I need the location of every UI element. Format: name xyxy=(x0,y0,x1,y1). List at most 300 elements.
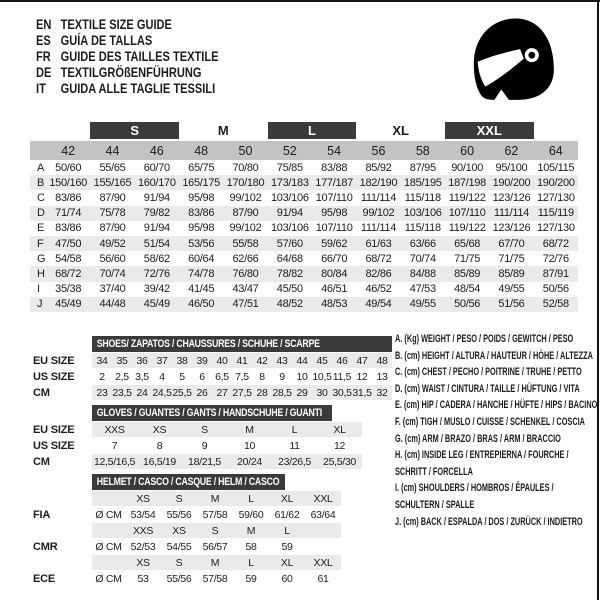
measure-cell: 45/49 xyxy=(46,297,90,312)
helmet-sizes-row-fia xyxy=(33,491,341,506)
measure-cell: 70/74 xyxy=(90,266,134,281)
language-row-fr xyxy=(36,49,218,65)
measure-cell: 59/62 xyxy=(312,236,356,251)
measure-cell: 83/88 xyxy=(321,161,348,174)
size-cell: 4 xyxy=(159,370,165,383)
table-row xyxy=(33,454,362,469)
legend-item-e xyxy=(395,397,598,414)
measure-cell: 57/60 xyxy=(268,236,312,251)
measure-cell: 119/122 xyxy=(448,191,486,204)
measure-cell: 70/80 xyxy=(232,161,259,174)
language-code: IT xyxy=(36,81,46,96)
measure-cell: 150/160 xyxy=(46,175,90,190)
size-cell: 20/24 xyxy=(227,454,272,469)
legend-item-h xyxy=(395,447,592,480)
measure-cell: 90/100 xyxy=(451,161,484,174)
helmet-size-cell: 58 xyxy=(245,540,257,553)
measure-cell: 78/82 xyxy=(268,266,312,281)
size-cell: 27,5 xyxy=(232,386,252,399)
measure-cell: 75/85 xyxy=(276,161,303,174)
helmet-size-label: S xyxy=(161,555,197,570)
unit-label: Ø CM xyxy=(95,540,122,553)
size-cell: 48 xyxy=(372,353,392,368)
size-cell: 13 xyxy=(376,370,388,383)
measure-cell: 71/75 xyxy=(498,252,525,265)
legend-line: J. (cm) BACK / ESPALDA / DOS / ZURÜCK / INDIETRO xyxy=(395,515,583,528)
measure-cell: 190/200 xyxy=(534,175,578,190)
size-cell: 10 xyxy=(296,370,308,383)
measure-cell: 87/90 xyxy=(223,206,267,221)
gloves-table-header xyxy=(33,405,362,421)
measure-cell: 95/100 xyxy=(495,161,528,174)
measure-row-i xyxy=(30,282,578,297)
size-cell: 24,5 xyxy=(152,386,172,399)
legend-line: H. (cm) INSIDE LEG / ENTREPIERNA / FOURCHE / xyxy=(395,449,569,462)
measure-row-d xyxy=(30,206,578,221)
racing-helmet-icon xyxy=(466,14,560,102)
measure-cell: 35/38 xyxy=(55,283,82,296)
measure-row-a xyxy=(30,160,578,175)
row-label: US SIZE xyxy=(33,439,75,452)
measure-cell: 72/76 xyxy=(542,252,569,265)
measure-cell: 115/119 xyxy=(534,206,578,221)
measure-cell: 123/126 xyxy=(492,191,531,204)
shoes-table-title: SHOES/ ZAPATOS / CHAUSSURES / SCHUHE / SCARPE xyxy=(92,336,392,352)
helmet-size-cell: 59/60 xyxy=(238,508,264,521)
measure-cell: 71/75 xyxy=(454,252,481,265)
size-cell: 11,5 xyxy=(332,370,352,383)
size-number: 58 xyxy=(401,141,445,160)
shoes-table-header xyxy=(33,336,392,352)
size-cell: 36 xyxy=(132,353,152,368)
standard-label: ECE xyxy=(33,572,56,585)
legend-item-a xyxy=(395,331,592,348)
size-number: 48 xyxy=(179,141,223,160)
helmet-size-cell: 63/64 xyxy=(310,508,336,521)
row-letter: J xyxy=(30,297,46,312)
helmet-size-label: XL xyxy=(269,555,305,570)
measure-cell: 51/56 xyxy=(489,297,533,312)
unit-label: Ø CM xyxy=(95,572,122,585)
helmet-size-cell: 57/58 xyxy=(202,572,228,585)
measure-cell: 115/118 xyxy=(404,222,441,235)
row-label: US SIZE xyxy=(33,370,75,383)
measure-cell: 103/106 xyxy=(401,206,445,221)
size-cell: 45 xyxy=(312,353,332,368)
measure-cell: 95/98 xyxy=(312,206,356,221)
measure-cell: 99/102 xyxy=(229,222,262,235)
measure-cell: 111/114 xyxy=(489,206,533,221)
measure-cell: 65/75 xyxy=(188,161,215,174)
guide-title: TEXTILGRÖßENFÜHRUNG xyxy=(60,65,202,80)
measure-cell: 160/170 xyxy=(135,175,179,190)
measure-cell: 127/130 xyxy=(536,191,575,204)
helmet-values-row-cmr xyxy=(33,539,341,554)
measure-cell: 170/180 xyxy=(223,175,267,190)
helmet-table-title: HELMET / CASCO / CASQUE / HELM / CASCO xyxy=(92,474,285,490)
measure-cell: 79/82 xyxy=(135,206,179,221)
size-cell: 9 xyxy=(201,439,208,452)
measure-cell: 61/63 xyxy=(356,236,400,251)
measure-cell: 47/51 xyxy=(223,297,267,312)
size-number: 60 xyxy=(445,141,489,160)
size-cell: 23 xyxy=(92,385,112,400)
helmet-size-cell xyxy=(305,539,341,554)
measure-cell: 46/50 xyxy=(179,297,223,312)
helmet-size-label: M xyxy=(197,555,233,570)
measure-cell: 49/55 xyxy=(401,297,445,312)
measure-cell: 68/72 xyxy=(534,236,578,251)
size-group-xl: XL xyxy=(392,123,409,138)
row-letter: B xyxy=(30,175,46,190)
helmet-size-label: L xyxy=(233,555,269,570)
measure-cell: 91/94 xyxy=(268,206,312,221)
size-cell: 12 xyxy=(356,370,368,383)
measure-cell: 83/86 xyxy=(55,222,82,235)
size-group-s: S xyxy=(90,122,179,139)
guide-title: GUÍA DE TALLAS xyxy=(60,33,153,48)
helmet-size-cell: 52/53 xyxy=(130,540,156,553)
measure-cell: 71/74 xyxy=(46,206,90,221)
size-cell: 10,5 xyxy=(312,370,332,383)
legend-line: C. (cm) CHEST / PECHO / POITRINE / TRUHE / PETTO xyxy=(395,366,582,379)
measure-cell: 105/115 xyxy=(537,161,575,174)
helmet-sizes-row-ece xyxy=(33,555,341,570)
helmet-size-label: XS xyxy=(125,555,161,570)
measure-cell: 44/48 xyxy=(90,297,134,312)
measure-cell: 91/94 xyxy=(143,191,170,204)
size-number: 42 xyxy=(46,141,90,160)
legend-item-f xyxy=(395,414,592,431)
measure-cell: 55/58 xyxy=(223,236,267,251)
table-row xyxy=(33,385,392,400)
table-row xyxy=(33,369,392,384)
helmet-size-cell: 55/56 xyxy=(166,508,192,521)
helmet-size-label: XS xyxy=(125,491,161,506)
size-number: 46 xyxy=(135,141,179,160)
measure-cell: 53/56 xyxy=(179,236,223,251)
measure-cell: 60/70 xyxy=(143,161,170,174)
measure-cell: 123/126 xyxy=(492,222,531,235)
helmet-size-label: L xyxy=(269,523,305,538)
measure-cell: 103/106 xyxy=(270,191,309,204)
measure-cell: 46/51 xyxy=(321,283,348,296)
size-cell: 8 xyxy=(156,439,163,452)
size-cell: XXS xyxy=(92,422,137,437)
standard-label: FIA xyxy=(33,508,51,521)
table-row xyxy=(33,422,362,437)
measure-row-b xyxy=(30,175,578,190)
row-letter: A xyxy=(37,161,45,174)
legend-item-j xyxy=(395,514,592,531)
measurement-legend xyxy=(395,331,598,530)
size-cell: 34 xyxy=(92,353,112,368)
legend-line: SCHULTERN / SPALLE xyxy=(395,498,475,511)
measure-cell: 52/58 xyxy=(534,297,578,312)
measure-cell: 85/92 xyxy=(365,161,392,174)
measure-cell: 70/74 xyxy=(409,252,436,265)
measure-cell: 83/86 xyxy=(179,206,223,221)
measure-cell: 119/122 xyxy=(448,222,486,235)
measure-cell: 68/72 xyxy=(365,252,392,265)
helmet-size-label: S xyxy=(161,491,197,506)
helmet-size-cell: 56/57 xyxy=(202,540,228,553)
size-cell: 47 xyxy=(352,353,372,368)
measure-cell: 45/50 xyxy=(276,283,303,296)
size-cell: 10 xyxy=(243,439,256,452)
language-code: ES xyxy=(36,33,51,48)
measure-row-h xyxy=(30,266,578,281)
size-cell: 23,5 xyxy=(112,386,132,399)
size-cell: 7,5 xyxy=(235,370,249,383)
measure-cell: 99/102 xyxy=(229,191,262,204)
size-number: 56 xyxy=(356,141,400,160)
measure-cell: 182/190 xyxy=(356,175,400,190)
legend-item-d xyxy=(395,381,592,398)
size-cell: 26 xyxy=(192,385,212,400)
row-label: CM xyxy=(33,455,50,468)
measure-cell: 87/91 xyxy=(534,266,578,281)
language-title-block xyxy=(36,17,218,97)
size-number: 50 xyxy=(223,141,267,160)
helmet-size-label: XXL xyxy=(305,491,341,506)
row-letter: I xyxy=(37,283,40,296)
measure-cell: 58/62 xyxy=(143,252,170,265)
size-cell: 38 xyxy=(172,353,192,368)
measure-cell: 50/56 xyxy=(542,283,569,296)
table-row xyxy=(33,438,362,453)
size-cell: 2,5 xyxy=(115,370,129,383)
size-cell: 11 xyxy=(289,439,300,452)
measure-cell: 177/187 xyxy=(312,175,356,190)
size-number: 44 xyxy=(90,141,134,160)
size-cell: 7 xyxy=(111,439,118,452)
helmet-size-cell: 59 xyxy=(245,572,257,585)
measure-cell: 51/54 xyxy=(135,236,179,251)
measure-cell: 127/130 xyxy=(536,222,575,235)
measure-cell: 74/78 xyxy=(179,266,223,281)
measure-cell: 107/110 xyxy=(445,206,489,221)
standard-label: CMR xyxy=(33,540,58,553)
helmet-size-cell: 53 xyxy=(137,572,149,585)
legend-line: E. (cm) HIP / CADERA / HANCHE / HÜFTE / HIPS / BACINO xyxy=(395,399,598,412)
measure-cell: 82/86 xyxy=(356,266,400,281)
size-cell: 39 xyxy=(192,353,212,368)
measure-cell: 87/90 xyxy=(99,191,126,204)
measure-cell: 95/98 xyxy=(188,222,215,235)
row-letter: G xyxy=(37,252,46,265)
guide-title: TEXTILE SIZE GUIDE xyxy=(60,17,172,32)
measure-cell: 45/49 xyxy=(135,297,179,312)
measure-cell: 68/72 xyxy=(46,266,90,281)
textile-size-table xyxy=(30,122,578,312)
measure-cell: 37/40 xyxy=(99,283,126,296)
size-cell: 3,5 xyxy=(135,370,149,383)
measure-cell: 46/52 xyxy=(365,283,392,296)
size-cell: S xyxy=(182,422,227,437)
measure-cell: 49/55 xyxy=(498,283,525,296)
size-number: 64 xyxy=(534,141,578,160)
gloves-table-title: GLOVES / GUANTES / GANTS / HANDSCHUHE / GUANTI xyxy=(92,405,332,421)
helmet-size-cell: 54/55 xyxy=(166,540,192,553)
helmet-size-cell: 59 xyxy=(281,540,293,553)
size-cell: 5 xyxy=(179,370,185,383)
measure-cell: 115/118 xyxy=(404,191,441,204)
gloves-size-table xyxy=(33,404,362,470)
size-number-row xyxy=(30,141,578,160)
measure-row-f xyxy=(30,236,578,251)
row-letter: F xyxy=(30,236,46,251)
measure-cell: 55/65 xyxy=(99,161,126,174)
size-cell: 6,5 xyxy=(215,370,229,383)
measure-cell: 63/66 xyxy=(401,236,445,251)
measure-cell: 111/114 xyxy=(360,222,397,235)
size-group-xxl: XXL xyxy=(445,122,534,139)
language-row-en xyxy=(36,17,218,33)
measure-cell: 87/90 xyxy=(99,222,126,235)
size-cell: 24 xyxy=(132,385,152,400)
size-group-m: M xyxy=(217,123,229,138)
helmet-size-table xyxy=(33,473,341,587)
row-letter: D xyxy=(30,206,46,221)
size-cell: XS xyxy=(137,422,182,437)
row-label: EU SIZE xyxy=(33,354,75,367)
legend-line: SCHRITT / FORCELLA xyxy=(395,465,473,478)
measure-row-e xyxy=(30,221,578,236)
measure-cell: 64/68 xyxy=(276,252,303,265)
size-cell: 32 xyxy=(372,385,392,400)
size-cell: 35 xyxy=(112,353,132,368)
helmet-table-header xyxy=(33,474,341,490)
size-cell: 12 xyxy=(333,439,346,452)
size-cell: 28,5 xyxy=(272,386,292,399)
measure-cell: 50/56 xyxy=(445,297,489,312)
measure-cell: 107/110 xyxy=(315,222,353,235)
size-cell: 28 xyxy=(252,385,272,400)
page-right-border xyxy=(597,0,599,600)
measure-cell: 155/165 xyxy=(90,175,134,190)
size-cell: 6 xyxy=(199,370,205,383)
measure-cell: 99/102 xyxy=(356,206,400,221)
measure-cell: 185/195 xyxy=(401,175,445,190)
language-row-it xyxy=(36,81,218,97)
size-cell: XL xyxy=(317,422,362,437)
size-cell: 30 xyxy=(312,385,332,400)
legend-item-i xyxy=(395,480,592,513)
helmet-values-row-fia xyxy=(33,507,341,522)
size-cell: 44 xyxy=(292,353,312,368)
measure-cell: 65/68 xyxy=(445,236,489,251)
size-cell: 23/26,5 xyxy=(272,454,317,469)
size-cell: M xyxy=(227,422,272,437)
size-cell: 31,5 xyxy=(352,386,372,399)
helmet-sizes-row-cmr xyxy=(33,523,341,538)
language-code: DE xyxy=(36,65,52,80)
helmet-size-cell: 60 xyxy=(281,572,293,585)
helmet-size-label: M xyxy=(233,523,269,538)
helmet-size-label xyxy=(305,523,341,538)
row-label: EU SIZE xyxy=(33,423,75,436)
measure-cell: 47/50 xyxy=(46,236,90,251)
measure-cell: 165/175 xyxy=(179,175,223,190)
size-cell: 16,5/19 xyxy=(137,454,182,469)
measure-cell: 75/78 xyxy=(90,206,134,221)
language-row-es xyxy=(36,33,218,49)
measure-cell: 39/42 xyxy=(143,283,170,296)
helmet-size-cell: 57/58 xyxy=(202,508,228,521)
legend-item-c xyxy=(395,364,592,381)
legend-line: D. (cm) WAIST / CINTURA / TAILLE / HÜFTUNG / VITA xyxy=(395,382,580,395)
helmet-size-label: XXL xyxy=(305,555,341,570)
size-cell: 12,5/16,5 xyxy=(93,455,136,468)
language-code: FR xyxy=(36,49,51,64)
size-cell: 41 xyxy=(232,353,252,368)
row-letter: E xyxy=(37,222,45,235)
measure-cell: 50/60 xyxy=(55,161,82,174)
size-group-row xyxy=(30,122,578,141)
measure-row-c xyxy=(30,190,578,205)
size-cell: 25,5 xyxy=(172,386,192,399)
measure-cell: 66/70 xyxy=(321,252,348,265)
size-number: 54 xyxy=(312,141,356,160)
row-label: CM xyxy=(33,386,50,399)
size-cell: 29 xyxy=(292,385,312,400)
size-cell: 37 xyxy=(152,353,172,368)
measure-cell: 85/89 xyxy=(445,266,489,281)
helmet-size-label: M xyxy=(197,491,233,506)
legend-item-b xyxy=(395,348,592,365)
measure-row-g xyxy=(30,251,578,266)
measure-cell: 48/54 xyxy=(454,283,481,296)
language-code: EN xyxy=(36,17,52,32)
helmet-size-label: XL xyxy=(269,491,305,506)
helmet-size-label: XXS xyxy=(125,523,161,538)
row-letter: C xyxy=(37,191,45,204)
guide-title: GUIDE DES TAILLES TEXTILE xyxy=(60,49,219,64)
row-letter: H xyxy=(30,266,46,281)
size-cell: 46 xyxy=(332,353,352,368)
measure-cell: 60/64 xyxy=(188,252,215,265)
size-cell: 40 xyxy=(212,353,232,368)
size-cell: 18/21,5 xyxy=(182,454,227,469)
measure-cell: 83/86 xyxy=(55,191,82,204)
guide-title: GUIDA ALLE TAGLIE TESSILI xyxy=(60,81,216,96)
measure-cell: 95/98 xyxy=(188,191,215,204)
measure-cell: 49/54 xyxy=(356,297,400,312)
measure-cell: 173/183 xyxy=(268,175,312,190)
legend-line: B. (cm) HEIGHT / ALTURA / HAUTEUR / HÖHE / ALTEZZA xyxy=(395,349,593,362)
size-number: 52 xyxy=(268,141,312,160)
size-cell: 8 xyxy=(259,370,265,383)
measure-row-j xyxy=(30,297,578,312)
size-number: 62 xyxy=(489,141,533,160)
size-group-l: L xyxy=(268,122,357,139)
measure-cell: 87/95 xyxy=(409,161,436,174)
measure-cell: 84/88 xyxy=(401,266,445,281)
legend-line: F. (cm) TIGH / MUSLO / CUISSE / SCHENKEL / COSCIA xyxy=(395,415,585,428)
helmet-size-label: XS xyxy=(161,523,197,538)
measure-cell: 72/76 xyxy=(135,266,179,281)
measure-cell: 48/53 xyxy=(312,297,356,312)
helmet-size-cell: 55/56 xyxy=(166,572,192,585)
table-row xyxy=(33,353,392,368)
page-top-border xyxy=(0,0,600,2)
measure-cell: 47/53 xyxy=(409,283,436,296)
helmet-size-label: S xyxy=(197,523,233,538)
legend-line: G. (cm) ARM / BRAZO / BRAS / ARM / BRACCIO xyxy=(395,432,561,445)
measure-cell: 67/70 xyxy=(489,236,533,251)
size-cell: 42 xyxy=(252,353,272,368)
